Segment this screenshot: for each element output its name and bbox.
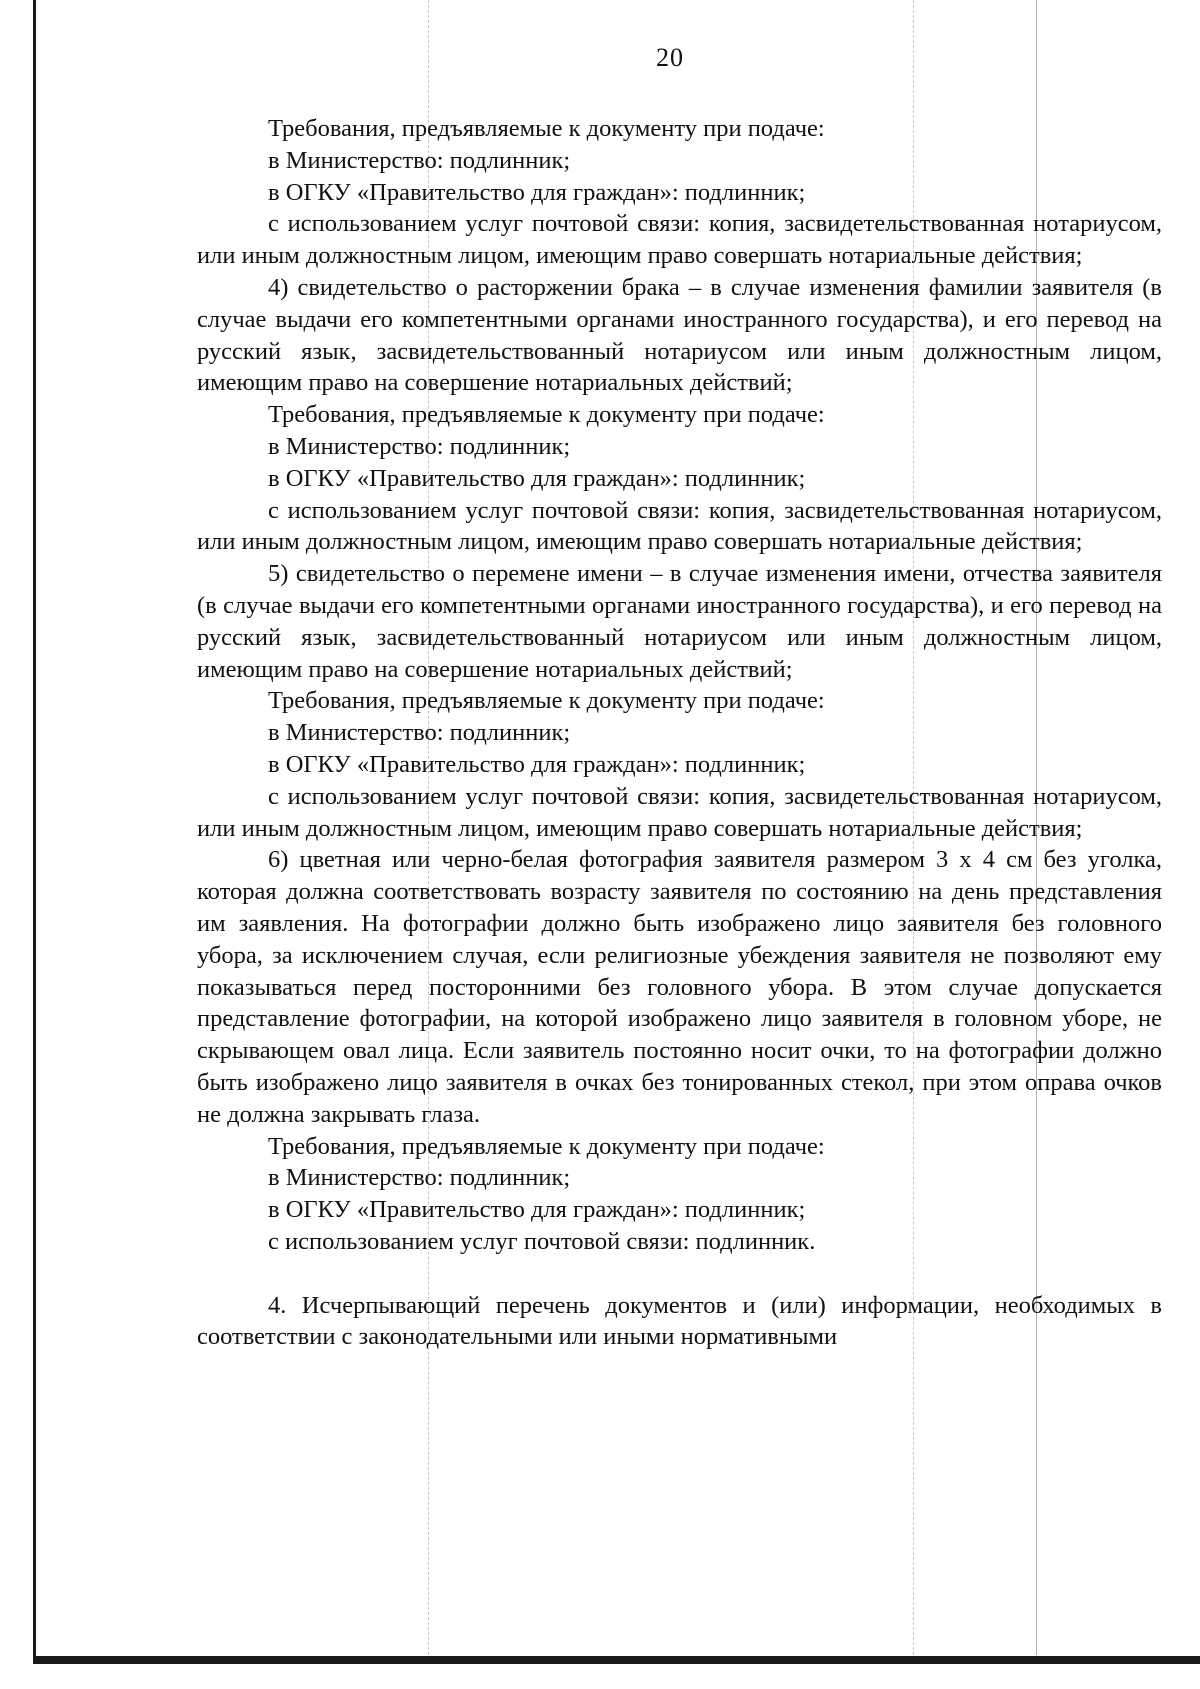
paragraph: в ОГКУ «Правительство для граждан»: подлинник; [268,1196,806,1224]
paragraph: с использованием услуг почтовой связи: копия, засвидетельствованная нотариусом, или иным должностным лицом, имеющим право совершать нотариальные действия; [197,210,1162,270]
paragraph: в ОГКУ «Правительство для граждан»: подлинник; [268,178,806,206]
paragraph: Требования, предъявляемые к документу при подаче: [268,687,825,715]
paragraph: в Министерство: подлинник; [268,146,571,174]
paragraph: Требования, предъявляемые к документу при подаче: [268,115,825,142]
scan-border-left [33,0,36,1660]
paragraph: с использованием услуг почтовой связи: копия, засвидетельствованная нотариусом, или иным должностным лицом, имеющим право совершать нотариальные действия; [197,496,1162,556]
paragraph: Требования, предъявляемые к документу при подаче: [268,401,825,429]
paragraph: в Министерство: подлинник; [268,432,571,460]
document-body [197,113,1162,1353]
paragraph-gap [197,1258,1162,1290]
paragraph: в Министерство: подлинник; [268,1164,571,1192]
paragraph: 5) свидетельство о перемене имени – в случае изменения имени, отчества заявителя (в случае выдачи его компетентными органами иностранного государства), и его перевод на русский язык, засвидетельствованный нотариусом или иным должностным лицом, имеющим право на совершение нотариальных действий; [197,560,1162,683]
paragraph: с использованием услуг почтовой связи: подлинник. [268,1227,816,1255]
paragraph: в Министерство: подлинник; [268,719,571,747]
page-number: 20 [656,43,684,72]
paragraph: 4) свидетельство о расторжении брака – в случае изменения фамилии заявителя (в случае выдачи его компетентными органами иностранного государства), и его перевод на русский язык, засвидетельствованный нотариусом или иным должностным лицом, имеющим право на совершение нотариальных действий; [197,273,1162,397]
paragraph: в ОГКУ «Правительство для граждан»: подлинник; [268,464,806,492]
paragraph: Требования, предъявляемые к документу при подаче: [268,1132,825,1160]
paragraph: с использованием услуг почтовой связи: копия, засвидетельствованная нотариусом, или иным должностным лицом, имеющим право совершать нотариальные действия; [197,782,1162,842]
section-heading-paragraph: 4. Исчерпывающий перечень документов и (или) информации, необходимых в соответствии с законодательными или иными нормативными [197,1291,1162,1351]
paragraph: 6) цветная или черно-белая фотография заявителя размером 3 х 4 см без уголка, которая должна соответствовать возрасту заявителя по состоянию на день представления им заявления. На фотографии должно быть изображено лицо заявителя без головного убора, за исключением случая, если религиозные убеждения заявителя не позволяют ему показываться перед посторонними без головного убора. В этом случае допускается представление фотографии, на которой изображено лицо заявителя в головном уборе, не скрывающем овал лица. Если заявитель постоянно носит очки, то на фотографии должно быть изображено лицо заявителя в очках без тонированных стекол, при этом оправа очков не должна закрывать глаза. [197,846,1162,1128]
scan-border-bottom [33,1656,1200,1664]
paragraph: в ОГКУ «Правительство для граждан»: подлинник; [268,750,806,778]
